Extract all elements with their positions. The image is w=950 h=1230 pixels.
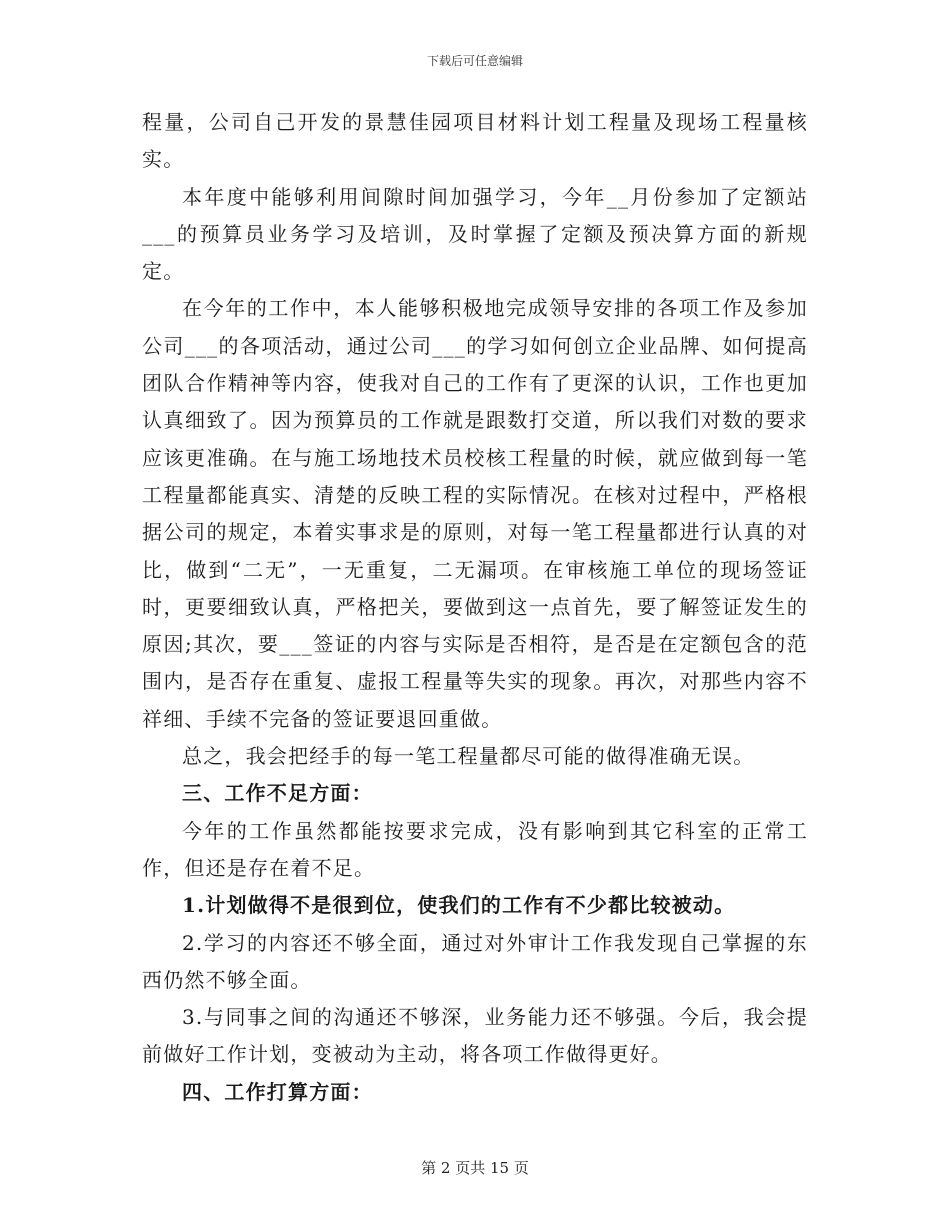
- section-heading-shortcomings: 三、工作不足方面：: [182, 781, 373, 806]
- shortcoming-item-3: 3.与同事之间的沟通还不够深，业务能力还不够强。今后，我会提前做好工作计划，变被动为主动，将各项工作做得更好。: [142, 1005, 808, 1067]
- page-header: 下载后可任意编辑: [426, 54, 523, 68]
- paragraph-study: 本年度中能够利用间隙时间加强学习，今年__月份参加了定额站___的预算员业务学习及培训，及时掌握了定额及预决算方面的新规定。: [142, 184, 808, 284]
- shortcoming-item-2: 2.学习的内容还不够全面，通过对外审计工作我发现自己掌握的东西仍然不够全面。: [142, 930, 808, 992]
- shortcoming-item-1: 1.计划做得不是很到位，使我们的工作有不少都比较被动。: [182, 893, 736, 918]
- paragraph-summary: 总之，我会把经手的每一笔工程量都尽可能的做得准确无误。: [182, 744, 755, 769]
- paragraph-continuation: 程量，公司自己开发的景慧佳园项目材料计划工程量及现场工程量核实。: [142, 110, 808, 172]
- paragraph-shortcomings-intro: 今年的工作虽然都能按要求完成，没有影响到其它科室的正常工作，但还是存在着不足。: [142, 818, 808, 880]
- section-heading-plans: 四、工作打算方面：: [182, 1079, 373, 1104]
- paragraph-work-details: 在今年的工作中，本人能够积极地完成领导安排的各项工作及参加公司___的各项活动，通过公司___的学习如何创立企业品牌、如何提高团队合作精神等内容，使我对自己的工作有了更深的认识，工作也更加认真细致了。因为预算员的工作就是跟数打交道，所以我们对数的要求应该更准确。在与施工场地技术员校核工程量的时候，就应做到每一笔工程量都能真实、清楚的反映工程的实际情况。在核对过程中，严格根据公司的规定，本着实事求是的原则，对每一笔工程量都进行认真的对比，做到“二无”，一无重复，二无漏项。在审核施工单位的现场签证时，更要细致认真，严格把关，要做到这一点首先，要了解签证发生的原因;其次，要___签证的内容与实际是否相符，是否是在定额包含的范围内，是否存在重复、虚报工程量等失实的现象。再次，对那些内容不祥细、手续不完备的签证要退回重做。: [142, 296, 808, 731]
- page-footer: 第 2 页共 15 页: [421, 1159, 529, 1177]
- document-body: [142, 104, 808, 1111]
